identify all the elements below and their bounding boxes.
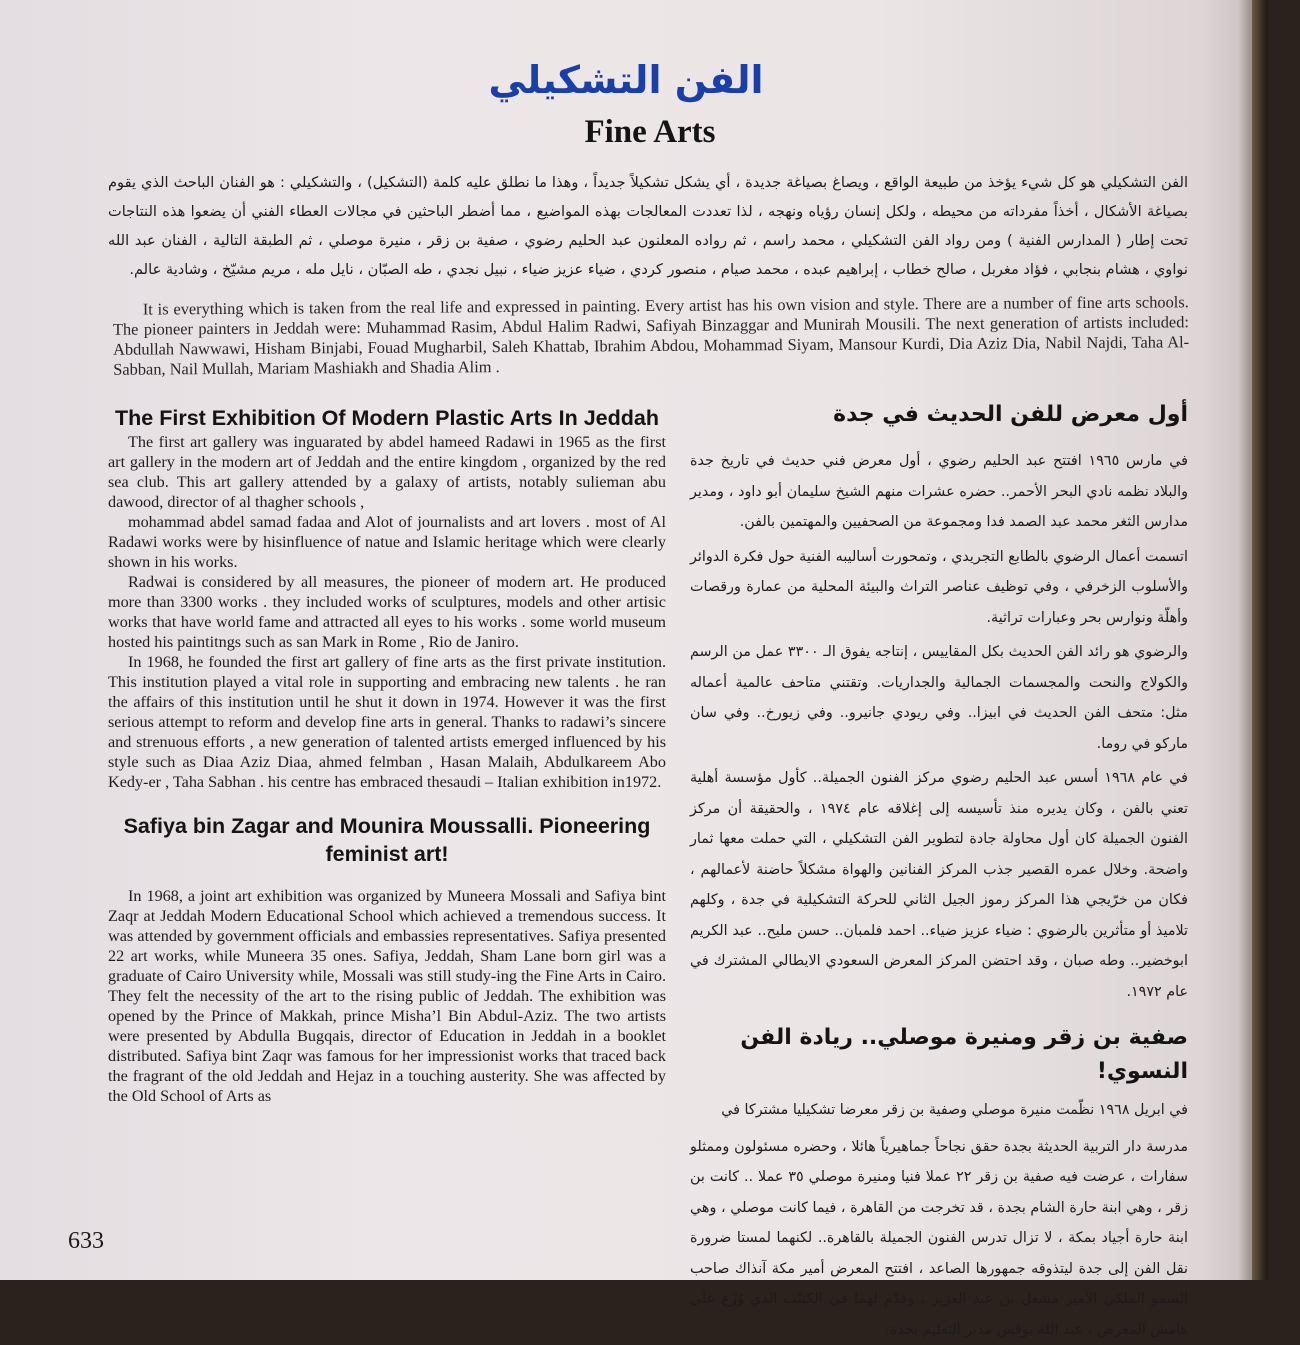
arabic-column — [690, 398, 1188, 1345]
paragraph: In 1968, a joint art exhibition was organized by Muneera Mossali and Safiya bint Zaqr at Jeddah Modern Educational School which achieved a tremendous success. It was attended by government officials and embassies representatives. Safiya presented 22 art works, while Muneera 35 ones. Safiya, Jeddah, Sham Lane born girl was a graduate of Cairo University while, Mossali was still study-ing the Fine Arts in Cairo. They felt the necessity of the art to the rising public of Jeddah. The exhibition was opened by the Prince of Makkah, prince Misha’l Bin Abdul-Aziz. The two artists were presented by Abdulla Bugqais, director of Education in Jeddah in a booklet distributed. Safiya bint Zaqr was famous for her impressionist works that traced back the fragrant of the old Jeddah and Hejaz in a touching austerity. She was affected by the Old School of Arts as — [108, 886, 666, 1106]
paragraph-arabic: في ابريل ١٩٦٨ نظّمت منيرة موصلي وصفية بن زقر معرضا تشكيليا مشتركا في — [690, 1095, 1188, 1126]
paragraph: The first art gallery was inguarated by abdel hameed Radawi in 1965 as the first art gallery in the modern art of Jeddah and the entire kingdom , organized by the red sea club. This art gallery attended by a galaxy of artists, notably sulieman abu dawood, director of al thagher schools , — [108, 432, 666, 512]
intro-english-block — [113, 292, 1190, 380]
paragraph: In 1968, he founded the first art gallery of fine arts as the first private institution. This institution played a vital role in supporting and embracing new talents . he ran the affairs of this institution until he shut it down in 1974. However it was the first serious attempt to reform and develop fine arts in general. Thanks to radawi’s sincere and strenuous efforts , a new generation of talented artists emerged influenced by his style such as Diaa Aziz Diaa, ahmed felmban , Hasan Malaih, Abdulkareem Abo Kedy-er , Taha Sabhan . his centre has embraced thesaudi – Italian exhibition in1972. — [108, 652, 666, 792]
intro-english-paragraph: It is everything which is taken from the real life and expressed in painting. Every artist has his own vision and style. There are a number of fine arts schools. The pioneer painters in Jeddah were: Muhammad Rasim, Abdul Halim Radwi, Safiyah Binzaggar and Munirah Mousili. The next generation of artists included: Abdullah Nawwawi, Hisham Binjabi, Fouad Mugharbil, Saleh Khattab, Ibrahim Abdou, Mohammad Siyam, Mansour Kurdi, Dia Aziz Dia, Nabil Najdi, Taha Al-Sabban, Nail Mullah, Mariam Mashiakh and Shadia Alim . — [113, 292, 1190, 380]
intro-arabic-paragraph: الفن التشكيلي هو كل شيء يؤخذ من طبيعة الواقع ، ويصاغ بصياغة جديدة ، أي يشكل تشكيلاً جديداً ، وهذا ما نطلق عليه كلمة (التشكيل) ، والتشكيلي : هو الفنان الباحث الذي يقوم بصياغة الأشكال ، أخذاً مفرداته من محيطه ، ولكل إنسان رؤياه ونهجه ، لذا تعددت المعالجات بهذه المواضيع ، مما أضطر الباحثين في مجالات العطاء الفني أن يضعوا هذه النتاجات تحت إطار ( المدارس الفنية ) ومن رواد الفن التشكيلي ، محمد راسم ، ثم رواده المعلنون عبد الحليم رضوي ، صفية بن زقر ، منيرة موصلي ، ثم الطبقة التالية ، الفنان عبد الله نواوي ، هشام بنجابي ، فؤاد مغربل ، صالح خطاب ، إبراهيم عبده ، محمد صيام ، منصور كردي ، ضياء عزيز ضياء ، نبيل نجدي ، طه الصبّان ، نايل مله ، مريم مشيّخ ، وشادية عالم. — [108, 168, 1188, 284]
paragraph-arabic: مدرسة دار التربية الحديثة بجدة حقق نجاحاً جماهيرياً هائلا ، وحضره مسئولون وممثلو سفارات ، عرضت فيه صفية بن زقر ٢٢ عملا فنيا ومنيرة موصلي ٣٥ عملا .. كانت بن زقر ، وهي ابنة حارة الشام بجدة ، قد تخرجت من القاهرة ، فيما كانت موصلي ، وهي ابنة حارة أجياد بمكة ، لا تزال تدرس الفنون الجميلة بالقاهرة.. لكنهما لمستا ضرورة نقل الفن إلى جدة ليتذوقه جمهورها الصاعد ، افتتح المعرض أمير مكة آنذاك صاحب السمو الملكي الأمير مشعل بن عبد العزيز ، وقدّم لهما في الكتيّب الذي وُزّع على هامش المعرض ، عبد الله بوقس مدير التعليم بجدة. — [690, 1132, 1188, 1345]
book-spine — [1252, 0, 1268, 1280]
paragraph-arabic: والرضوي هو رائد الفن الحديث بكل المقاييس ، إنتاجه يفوق الـ ٣٣٠٠ عمل من الرسم والكولاج والنحت والمجسمات الجمالية والجداريات. وتقتني متاحف عالمية أعماله مثل: متحف الفن الحديث في ابيزا.. وفي ريودي جانيرو.. وفي زيورخ.. وفي سان ماركو في روما. — [690, 637, 1188, 759]
page-edge — [1238, 0, 1252, 1280]
section-heading-feminist-art: Safiya bin Zagar and Mounira Moussalli. Pioneering feminist art! — [108, 812, 666, 868]
paragraph-arabic: في عام ١٩٦٨ أسس عبد الحليم رضوي مركز الفنون الجميلة.. كأول مؤسسة أهلية تعني بالفن ، وكان يديره منذ تأسيسه إلى إغلاقه عام ١٩٧٤ ، والحقيقة أن مركز الفنون الجميلة كان أول محاولة جادة لتطوير الفن التشكيلي ، التي حملت معها ثمار واضحة. وخلال عمره القصير جذب المركز الفنانين والهواة مشكلاً حاضنة لأعمالهم ، فكان من خرّيجي هذا المركز رموز الجيل الثاني للحركة التشكيلية في جدة ، وكلهم تلاميذ أو متأثرين بالرضوي : ضياء عزيز ضياء.. احمد فلمبان.. حسن مليح.. عبد الكريم ابوخضير.. وطه صبان ، وقد احتضن المركز المعرض السعودي الايطالي المشترك في عام ١٩٧٢. — [690, 763, 1188, 1007]
paragraph: mohammad abdel samad fadaa and Alot of journalists and art lovers . most of Al Radawi works were by hisinfluence of natue and Islamic heritage which were clearly shown in his works. — [108, 512, 666, 572]
page-number: 633 — [68, 1228, 104, 1255]
paragraph-arabic: في مارس ١٩٦٥ افتتح عبد الحليم رضوي ، أول معرض فني حديث في تاريخ جدة والبلاد نظمه نادي البحر الأحمر.. حضره عشرات منهم الشيخ سليمان أبو داود ، ومدير مدارس الثغر محمد عبد الصمد فدا ومجموعة من الصحفيين والمهتمين بالفن. — [690, 446, 1188, 538]
english-column — [108, 404, 666, 1106]
paragraph-arabic: اتسمت أعمال الرضوي بالطابع التجريدي ، وتمحورت أساليبه الفنية حول فكرة الدوائر والأسلوب الزخرفي ، وفي توظيف عناصر التراث والبيئة المحلية من عمارة ورقصات وأهلّة ونوارس بحر وعبارات تراثية. — [690, 542, 1188, 634]
section-heading-first-exhibition: The First Exhibition Of Modern Plastic Arts In Jeddah — [108, 404, 666, 432]
page-title-arabic: الفن التشكيلي — [0, 58, 1252, 102]
section-heading-arabic-first-exhibition: أول معرض للفن الحديث في جدة — [690, 398, 1188, 432]
paragraph: Radwai is considered by all measures, the pioneer of modern art. He produced more than 3300 works . they included works of sculptures, models and other artisic works that have world fame and attracted all eyes to his works . some world museum hosted his paintitngs such as san Mark in Rome , Rio de Janiro. — [108, 572, 666, 652]
section-heading-arabic-feminist-art: صفية بن زقر ومنيرة موصلي.. ريادة الفن النسوي! — [690, 1021, 1188, 1089]
page-title-english: Fine Arts — [0, 114, 1300, 151]
